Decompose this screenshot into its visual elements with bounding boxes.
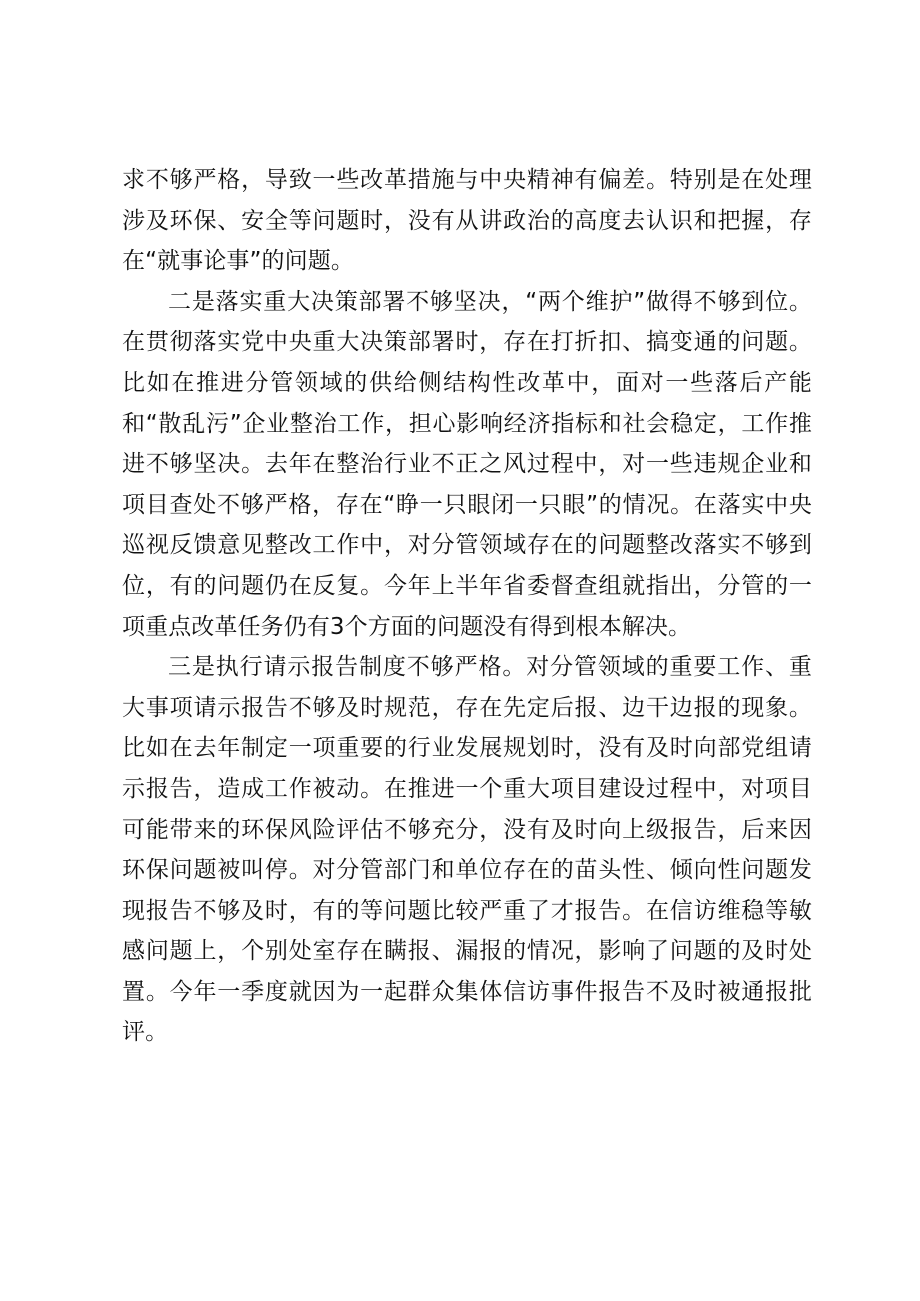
document-body [122, 160, 812, 1053]
paragraph-continuation: 求不够严格，导致一些改革措施与中央精神有偏差。特别是在处理涉及环保、安全等问题时，没有从讲政治的高度去认识和把握，存在“就事论事”的问题。 [122, 167, 812, 275]
paragraph-reporting-system: 三是执行请示报告制度不够严格。对分管领域的重要工作、重大事项请示报告不够及时规范，存在先定后报、边干边报的现象。比如在去年制定一项重要的行业发展规划时，没有及时向部党组请示报告，造成工作被动。在推进一个重大项目建设过程中，对项目可能带来的环保风险评估不够充分，没有及时向上级报告，后来因环保问题被叫停。对分管部门和单位存在的苗头性、倾向性问题发现报告不够及时，有的等问题比较严重了才报告。在信访维稳等敏感问题上，个别处室存在瞒报、漏报的情况，影响了问题的及时处置。今年一季度就因为一起群众集体信访事件报告不及时被通报批评。 [122, 654, 812, 1046]
paragraph-decision-deployment: 二是落实重大决策部署不够坚决，“两个维护”做得不够到位。在贯彻落实党中央重大决策部署时，存在打折扣、搞变通的问题。比如在推进分管领域的供给侧结构性改革中，面对一些落后产能和“散乱污”企业整治工作，担心影响经济指标和社会稳定，工作推进不够坚决。去年在整治行业不正之风过程中，对一些违规企业和项目查处不够严格，存在“睁一只眼闭一只眼”的情况。在落实中央巡视反馈意见整改工作中，对分管领域存在的问题整改落实不够到位，有的问题仍在反复。今年上半年省委督查组就指出，分管的一项重点改革任务仍有3个方面的问题没有得到根本解决。 [122, 288, 812, 640]
